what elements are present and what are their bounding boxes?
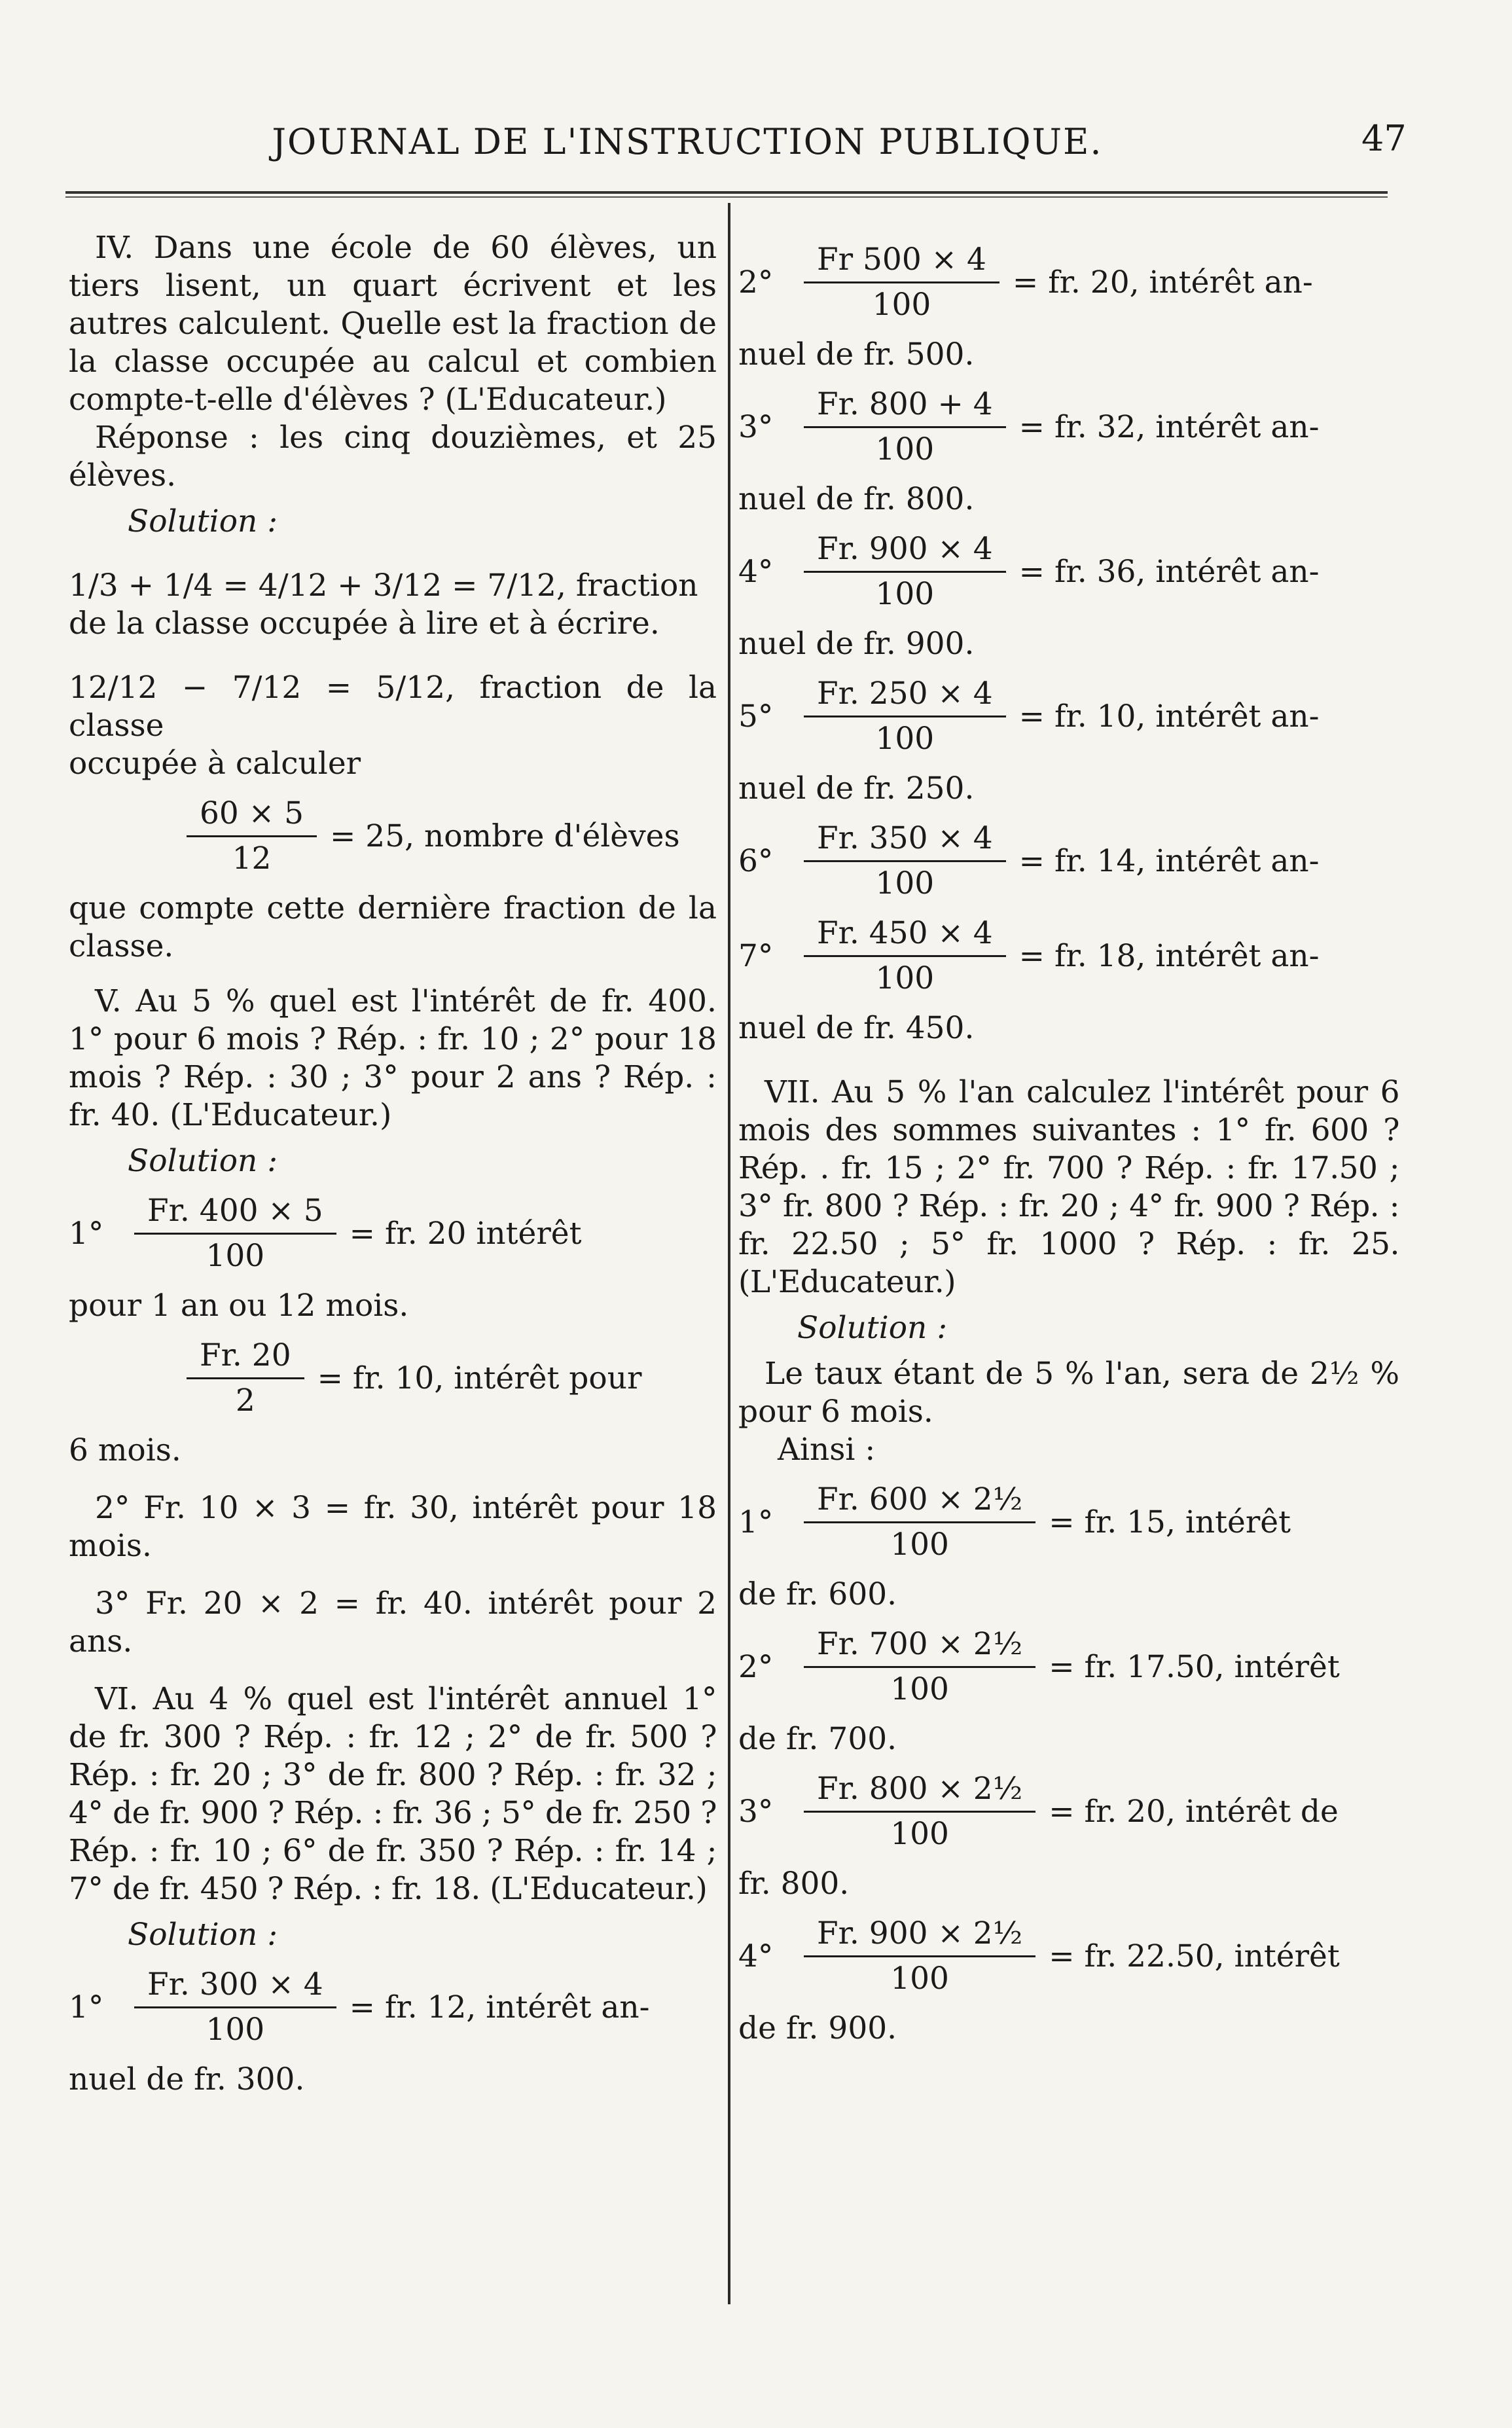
right-column xyxy=(738,229,1399,2058)
solution-label: Solution : xyxy=(128,1143,278,1179)
step-3: 3° Fr. 20 × 2 = fr. 40. intérêt pour 2 ans. xyxy=(69,1585,717,1659)
step-2: 2° Fr. 10 × 3 = fr. 30, intérêt pour 18 mois. xyxy=(69,1490,717,1564)
denominator: 100 xyxy=(890,1671,949,1707)
numerator: Fr. 300 × 4 xyxy=(147,1966,323,2002)
fraction xyxy=(804,1915,1035,1998)
page-number: 47 xyxy=(1361,118,1407,159)
equation-d-continuation: pour 1 an ou 12 mois. xyxy=(69,1288,409,1324)
problem-vii: VII. Au 5 % l'an calculez l'intérêt pour 6 mois des sommes suivantes : 1° fr. 600 ? Rép. . fr. 15 ; 2° fr. 700 ? Rép. : fr. 17.50 ; 3° fr. 800 ? Rép. : fr. 20 ; 4° fr. 900 ? Rép. : fr. 22.50 ; 5° fr. 1000 ? Rép. : fr. 25. (L'Educateur.) xyxy=(738,1074,1399,1300)
problem-vii-equations xyxy=(738,1481,1399,2048)
numerator: Fr. 900 × 2½ xyxy=(817,1915,1023,1951)
numerator: Fr. 450 × 4 xyxy=(817,915,993,951)
item-number: 3° xyxy=(738,1793,774,1830)
result: = 25, nombre d'élèves xyxy=(329,818,680,854)
equation-b: 12/12 − 7/12 = 5/12, fraction de la classe xyxy=(69,670,717,744)
equation-row xyxy=(738,675,1399,758)
numerator: Fr. 800 × 2½ xyxy=(817,1771,1023,1807)
item-number: 1° xyxy=(69,1215,104,1252)
denominator: 2 xyxy=(235,1383,255,1419)
column-divider xyxy=(728,203,730,2304)
solution-label: Solution : xyxy=(128,1917,278,1953)
item-number: 5° xyxy=(738,698,774,734)
item-number: 2° xyxy=(738,1648,774,1685)
equation-row xyxy=(738,386,1399,469)
equation-continuation: de fr. 600. xyxy=(738,1576,897,1612)
item-number: 1° xyxy=(69,1989,104,2025)
fraction-bar xyxy=(187,1377,304,1379)
equation-continuation: de fr. 700. xyxy=(738,1721,897,1757)
problem-vi: VI. Au 4 % quel est l'intérêt annuel 1° de fr. 300 ? Rép. : fr. 12 ; 2° de fr. 500 ? Rép. : fr. 20 ; 3° de fr. 800 ? Rép. : fr. 32 ; 4° de fr. 900 ? Rép. : fr. 36 ; 5° de fr. 250 ? Rép. : fr. 10 ; 6° de fr. 350 ? Rép. : fr. 14 ; 7° de fr. 450 ? Rép. : fr. 18. (L'Educateur.) xyxy=(69,1681,717,1907)
item-number: 2° xyxy=(738,264,774,300)
fraction-bar xyxy=(804,281,999,283)
numerator: Fr. 20 xyxy=(200,1337,291,1373)
fraction xyxy=(134,1192,336,1275)
equation-continuation: fr. 800. xyxy=(738,1866,850,1902)
solution-label: Solution : xyxy=(797,1310,948,1346)
denominator: 100 xyxy=(890,1961,949,1997)
fraction xyxy=(187,1337,304,1420)
numerator: Fr. 900 × 4 xyxy=(817,531,993,567)
fraction xyxy=(804,820,1006,903)
equation-row xyxy=(738,1625,1399,1709)
result: = fr. 36, intérêt an- xyxy=(1018,553,1320,590)
result: = fr. 20, intérêt de xyxy=(1049,1793,1339,1830)
item-number: 7° xyxy=(738,937,774,974)
fraction-bar xyxy=(187,835,317,837)
fraction xyxy=(804,915,1006,998)
fraction-bar xyxy=(804,426,1006,428)
fraction-bar xyxy=(134,2006,336,2008)
equation-c-continuation: que compte cette dernière fraction de la classe. xyxy=(69,890,717,964)
equation-continuation: nuel de fr. 500. xyxy=(738,336,975,372)
result: = fr. 10, intérêt an- xyxy=(1018,698,1320,734)
fraction xyxy=(804,530,1006,613)
fraction-bar xyxy=(804,1955,1035,1957)
fraction-bar xyxy=(134,1233,336,1235)
denominator: 100 xyxy=(206,2012,265,2048)
denominator: 100 xyxy=(875,431,935,467)
problem-iv-answer: Réponse : les cinq douzièmes, et 25 élèves. xyxy=(69,420,717,494)
equation-row xyxy=(738,530,1399,613)
denominator: 100 xyxy=(890,1816,949,1852)
denominator: 100 xyxy=(875,960,935,996)
equation-d xyxy=(69,1192,717,1275)
result: = fr. 14, intérêt an- xyxy=(1018,843,1320,879)
item-number: 6° xyxy=(738,843,774,879)
fraction-bar xyxy=(804,1666,1035,1668)
fraction xyxy=(804,386,1006,469)
running-header: JOURNAL DE L'INSTRUCTION PUBLIQUE. xyxy=(272,121,1103,162)
result: = fr. 22.50, intérêt xyxy=(1049,1938,1340,1974)
fraction xyxy=(804,241,999,324)
item-number: 1° xyxy=(738,1504,774,1540)
equation-row xyxy=(738,1481,1399,1564)
result: = fr. 17.50, intérêt xyxy=(1049,1648,1340,1685)
problem-iv: IV. Dans une école de 60 élèves, un tiers lisent, un quart écrivent et les autres calculent. Quelle est la fraction de la classe occupée au calcul et combien compte-t-elle d'élèves ? (L'Educateur.) xyxy=(69,230,717,418)
item-number: 4° xyxy=(738,1938,774,1974)
numerator: Fr. 400 × 5 xyxy=(147,1193,323,1229)
result: = fr. 32, intérêt an- xyxy=(1018,408,1320,445)
numerator: Fr. 250 × 4 xyxy=(817,676,993,712)
numerator: Fr. 700 × 2½ xyxy=(817,1626,1023,1662)
item-number: 3° xyxy=(738,408,774,445)
solution-label: Solution : xyxy=(128,503,278,539)
result: = fr. 15, intérêt xyxy=(1049,1504,1291,1540)
equation-continuation: nuel de fr. 900. xyxy=(738,626,975,662)
equation-row xyxy=(738,1770,1399,1853)
equation-row xyxy=(738,1915,1399,1998)
item-number: 4° xyxy=(738,553,774,590)
equation-row xyxy=(738,241,1399,324)
equation-a-continuation: de la classe occupée à lire et à écrire. xyxy=(69,606,660,642)
fraction-bar xyxy=(804,860,1006,862)
result: = fr. 12, intérêt an- xyxy=(349,1989,650,2025)
result: = fr. 10, intérêt pour xyxy=(317,1360,642,1396)
fraction-bar xyxy=(804,1811,1035,1813)
equation-continuation: nuel de fr. 450. xyxy=(738,1010,975,1046)
denominator: 100 xyxy=(875,721,935,757)
equation-a: 1/3 + 1/4 = 4/12 + 3/12 = 7/12, fraction xyxy=(69,568,698,604)
denominator: 100 xyxy=(875,865,935,901)
fraction-bar xyxy=(804,571,1006,573)
problem-vii-text: Le taux étant de 5 % l'an, sera de 2½ % pour 6 mois. xyxy=(738,1356,1399,1430)
result: = fr. 20 intérêt xyxy=(349,1215,582,1252)
equation-f xyxy=(69,1966,717,2049)
fraction-bar xyxy=(804,716,1006,717)
fraction-bar xyxy=(804,1521,1035,1523)
fraction xyxy=(804,1770,1035,1853)
equation-c xyxy=(173,795,717,878)
equation-b-continuation: occupée à calculer xyxy=(69,746,361,782)
equation-continuation: nuel de fr. 800. xyxy=(738,481,975,517)
denominator: 100 xyxy=(872,287,931,323)
numerator: 60 × 5 xyxy=(200,795,304,831)
equation-continuation: de fr. 900. xyxy=(738,2010,897,2046)
denominator: 100 xyxy=(875,576,935,612)
denominator: 100 xyxy=(890,1527,949,1563)
denominator: 12 xyxy=(232,841,272,877)
fraction-bar xyxy=(804,955,1006,957)
equation-row xyxy=(738,820,1399,903)
left-column xyxy=(69,229,717,2109)
fraction xyxy=(804,1481,1035,1564)
numerator: Fr. 350 × 4 xyxy=(817,820,993,856)
numerator: Fr. 600 × 2½ xyxy=(817,1481,1023,1517)
fraction xyxy=(187,795,317,878)
header-rule xyxy=(65,191,1388,198)
problem-vii-ainsi: Ainsi : xyxy=(778,1432,876,1468)
problem-vi-equations xyxy=(738,241,1399,1047)
numerator: Fr 500 × 4 xyxy=(817,242,986,278)
fraction xyxy=(804,675,1006,758)
problem-v: V. Au 5 % quel est l'intérêt de fr. 400. 1° pour 6 mois ? Rép. : fr. 10 ; 2° pour 18 mois ? Rép. : 30 ; 3° pour 2 ans ? Rép. : fr. 40. (L'Educateur.) xyxy=(69,983,717,1133)
denominator: 100 xyxy=(206,1238,265,1274)
numerator: Fr. 800 + 4 xyxy=(817,386,993,422)
equation-e-continuation: 6 mois. xyxy=(69,1432,181,1468)
fraction xyxy=(804,1625,1035,1709)
equation-row xyxy=(738,915,1399,998)
equation-f-continuation: nuel de fr. 300. xyxy=(69,2061,305,2097)
result: = fr. 18, intérêt an- xyxy=(1018,937,1320,974)
fraction xyxy=(134,1966,336,2049)
result: = fr. 20, intérêt an- xyxy=(1012,264,1313,300)
equation-e xyxy=(173,1337,717,1420)
equation-continuation: nuel de fr. 250. xyxy=(738,770,975,806)
